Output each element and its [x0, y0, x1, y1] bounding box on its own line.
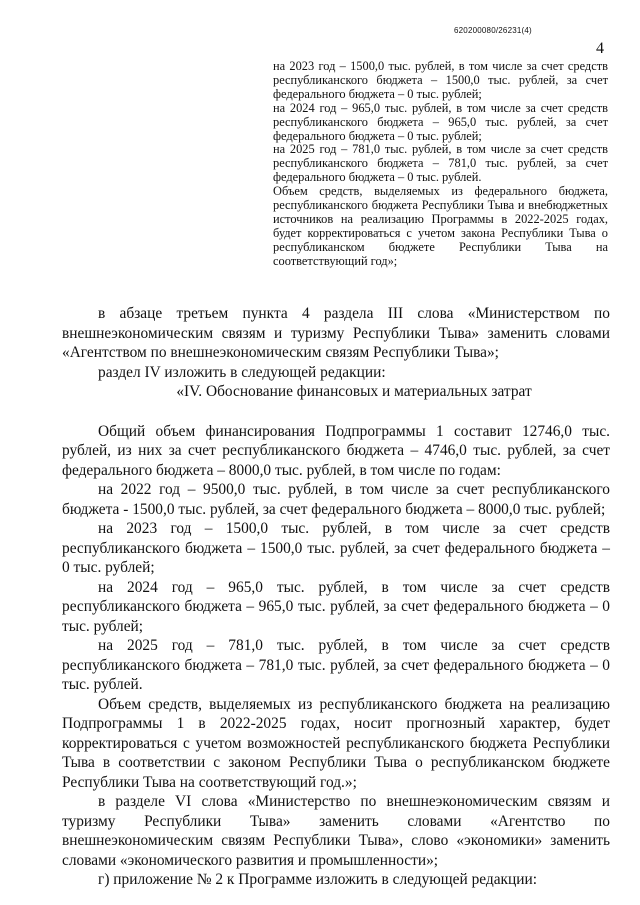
paragraph-year-2025: на 2025 год – 781,0 тыс. рублей, в том числе за счет средств республиканского бюджета – 781,0 тыс. рублей, за счет федерального бюджета – 0 тыс. рублей. — [62, 637, 610, 693]
document-code: 620200080/26231(4) — [454, 26, 532, 35]
right-paragraph-2025: на 2025 год – 781,0 тыс. рублей, в том числе за счет средств республиканского бюджета – 781,0 тыс. рублей, за счет федерального бюджета – 0 тыс. рублей. — [273, 142, 608, 185]
right-paragraph-2024: на 2024 год – 965,0 тыс. рублей, в том числе за счет средств республиканского бюджета – 965,0 тыс. рублей, за счет федерального бюджета – 0 тыс. рублей; — [273, 100, 608, 143]
paragraph-total-funding: Общий объем финансирования Подпрограммы 1 составит 12746,0 тыс. рублей, из них за счет республиканского бюджета – 4746,0 тыс. рублей, за счет федерального бюджета – 8000,0 тыс. рублей, в том числе по годам: — [62, 422, 610, 479]
paragraph-section6-amendment: в разделе VI слова «Министерство по внешнеэкономическим связям и туризму Республики Тыва» заменить словами «Агентство по внешнеэкономическим связям Республики Тыва», слово «экономики» заменить словами «экономического развития и промышленности»; — [62, 793, 610, 869]
paragraph-section4-intro: раздел IV изложить в следующей редакции: — [98, 363, 386, 381]
section-title: «IV. Обоснование финансовых и материальных затрат — [176, 383, 532, 400]
paragraph-funding-volume: Объем средств, выделяемых из республиканского бюджета на реализацию Подпрограммы 1 в 2022-2025 годах, носит прогнозный характер, будет корректироваться с учетом возможностей республиканского бюджета Республики Тыва в соответствии с законом Республики Тыва о республиканском бюджете Республики Тыва на соответствующий год.»; — [62, 695, 610, 791]
paragraph-section3-amendment: в абзаце третьем пункта 4 раздела III слова «Министерством по внешнеэкономическим связям и туризму Республики Тыва» заменить словами «Агентством по внешнеэкономическим связям Республики Тыва»; — [62, 305, 610, 361]
right-paragraph-2023: на 2023 год – 1500,0 тыс. рублей, в том числе за счет средств республиканского бюджета – 1500,0 тыс. рублей, за счет федерального бюджета – 0 тыс. рублей; — [273, 59, 608, 101]
paragraph-year-2024: на 2024 год – 965,0 тыс. рублей, в том числе за счет средств республиканского бюджета – 965,0 тыс. рублей, за счет федерального бюджета – 0 тыс. рублей; — [62, 578, 610, 635]
paragraph-year-2023: на 2023 год – 1500,0 тыс. рублей, в том числе за счет средств республиканского бюджета – 1500,0 тыс. рублей, за счет федерального бюджета – 0 тыс. рублей; — [62, 520, 610, 576]
main-text — [62, 304, 610, 890]
page-number: 4 — [596, 40, 604, 57]
paragraph-appendix2: г) приложение № 2 к Программе изложить в следующей редакции: — [98, 871, 538, 888]
right-column-text — [273, 60, 608, 269]
paragraph-year-2022: на 2022 год – 9500,0 тыс. рублей, в том числе за счет республиканского бюджета - 1500,0 тыс. рублей, за счет федерального бюджета – 8000,0 тыс. рублей; — [62, 481, 610, 518]
right-paragraph-volume: Объем средств, выделяемых из федерального бюджета, республиканского бюджета Республики Тыва и внебюджетных источников на реализацию Программы в 2022-2025 годах, будет корректироваться с учетом закона Республики Тыва о республиканском бюджете Республики Тыва на соответствующий год»; — [273, 184, 608, 268]
